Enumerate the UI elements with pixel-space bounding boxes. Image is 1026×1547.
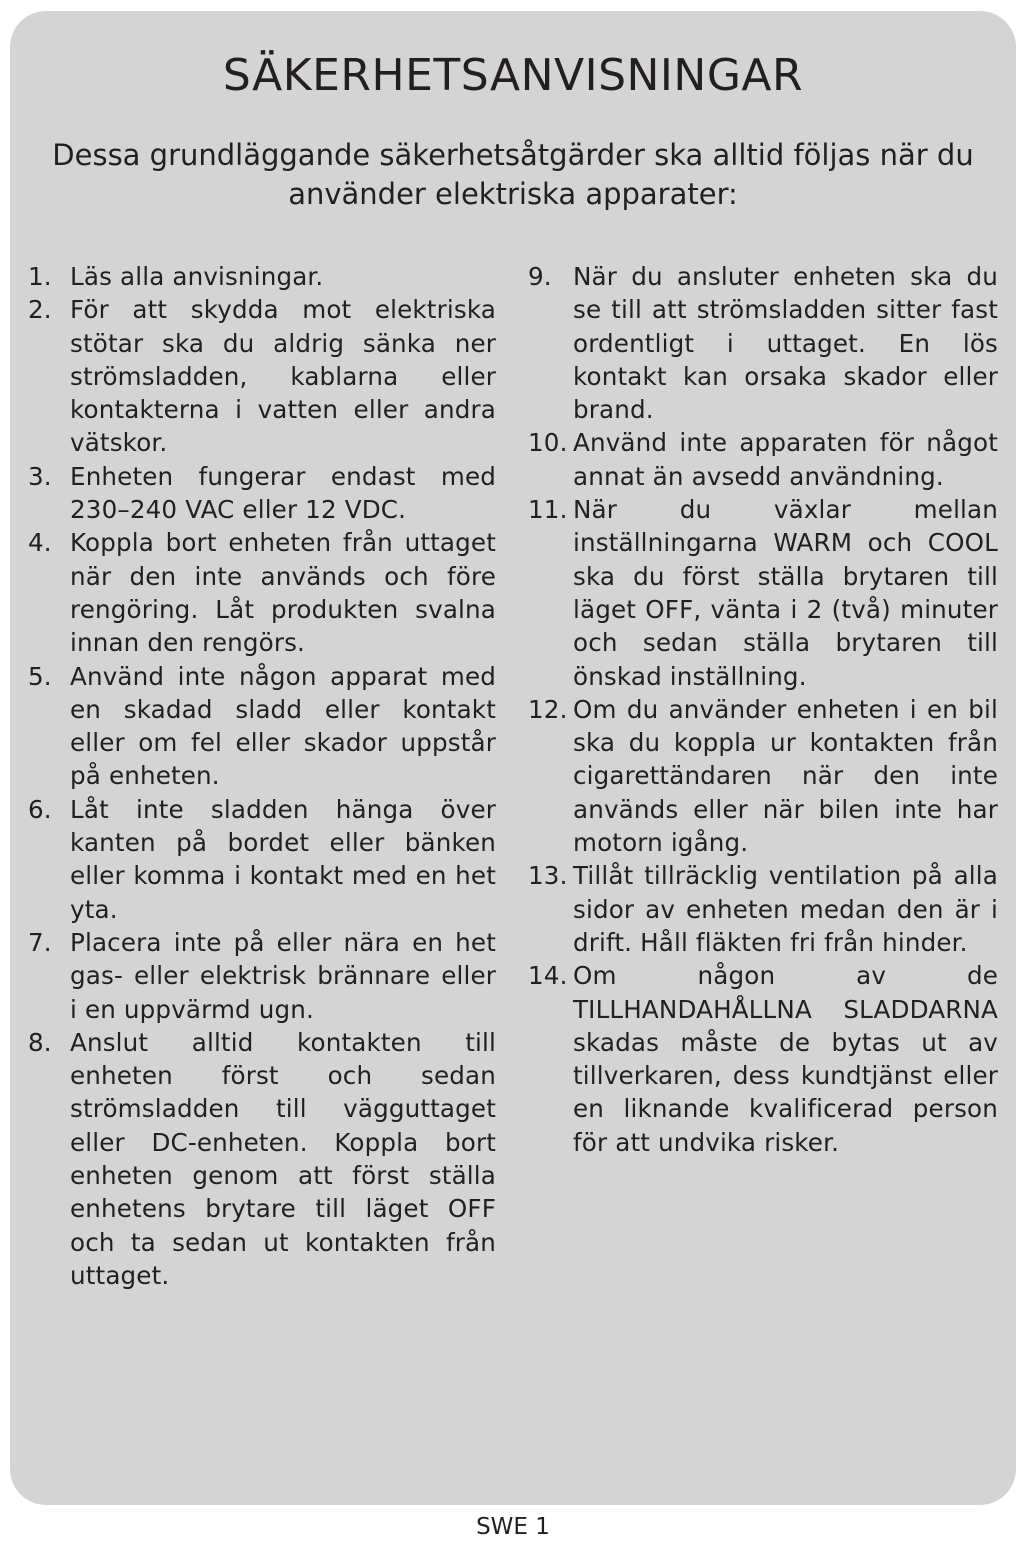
list-item: [28, 1026, 496, 1292]
list-item: [528, 959, 998, 1159]
page-title: SÄKERHETSANVISNINGAR: [222, 50, 804, 101]
item-text: Om någon av de TILLHANDAHÅLLNA SLADDARNA skadas måste de bytas ut av tillverkaren, dess kundtjänst eller en liknande kvalificerad person för att undvika risker.: [573, 961, 998, 1157]
list-item: [28, 926, 496, 1026]
list-item: [528, 493, 998, 693]
list-item: [28, 293, 496, 459]
item-text: När du ansluter enheten ska du se till att strömsladden sitter fast ordentligt i uttaget. En lös kontakt kan orsaka skador eller brand.: [573, 262, 998, 425]
item-number: 14.: [528, 961, 568, 991]
item-text: För att skydda mot elektriska stötar ska du aldrig sänka ner strömsladden, kablarna eller kontakterna i vatten eller andra vätskor.: [70, 295, 496, 458]
list-item: [528, 693, 998, 859]
item-text: Låt inte sladden hänga över kanten på bordet eller bänken eller komma i kontakt med en het yta.: [70, 794, 496, 924]
item-number: 8.: [28, 1027, 52, 1057]
item-number: 13.: [528, 861, 568, 891]
list-item: [528, 426, 998, 493]
item-number: 4.: [28, 528, 52, 558]
list-item: [528, 859, 998, 959]
list-item: [28, 793, 496, 926]
item-number: 7.: [28, 927, 52, 957]
instructions-list-left: [28, 260, 496, 1292]
item-text: Placera inte på eller nära en het gas- eller elektrisk brännare eller i en uppvärmd ugn.: [70, 927, 496, 1024]
item-text: Använd inte någon apparat med en skadad sladd eller kontakt eller om fel eller skador uppstår på enheten.: [70, 661, 496, 791]
item-text: Läs alla anvisningar.: [70, 262, 324, 291]
list-item: [28, 260, 496, 293]
item-text: Anslut alltid kontakten till enheten först och sedan strömsladden till vägguttaget eller DC-enheten. Koppla bort enheten genom att först ställa enhetens brytare till läget OFF och ta sedan ut kontakten från uttaget.: [70, 1027, 496, 1290]
item-text: Om du använder enheten i en bil ska du koppla ur kontakten från cigarettändaren när den inte används eller när bilen inte har motorn igång.: [573, 694, 998, 858]
item-text: Använd inte apparaten för något annat än avsedd användning.: [573, 428, 998, 491]
list-item: [528, 260, 998, 426]
item-number: 2.: [28, 295, 52, 325]
item-text: Koppla bort enheten från uttaget när den inte används och före rengöring. Låt produkten svalna innan den rengörs.: [70, 528, 496, 658]
item-number: 10.: [528, 428, 568, 458]
list-item: [28, 460, 496, 527]
item-number: 1.: [28, 262, 52, 291]
item-number: 3.: [28, 461, 52, 491]
item-text: När du växlar mellan inställningarna WARM och COOL ska du först ställa brytaren till läget OFF, vänta i 2 (två) minuter och sedan ställa brytaren till önskad inställning.: [573, 495, 998, 691]
page-number: SWE 1: [476, 1514, 550, 1540]
item-number: 9.: [528, 262, 552, 291]
intro-text: Dessa grundläggande säkerhetsåtgärder ska alltid följas när du använder elektriska apparater:: [52, 138, 974, 211]
list-item: [28, 660, 496, 793]
item-number: 6.: [28, 794, 52, 824]
item-number: 12.: [528, 694, 568, 724]
item-text: Enheten fungerar endast med 230–240 VAC eller 12 VDC.: [70, 461, 496, 525]
item-number: 11.: [528, 495, 568, 525]
list-item: [28, 526, 496, 659]
item-number: 5.: [28, 661, 52, 691]
instructions-list-right: [528, 260, 998, 1159]
item-text: Tillåt tillräcklig ventilation på alla sidor av enheten medan den är i drift. Håll fläkten fri från hinder.: [573, 861, 998, 957]
